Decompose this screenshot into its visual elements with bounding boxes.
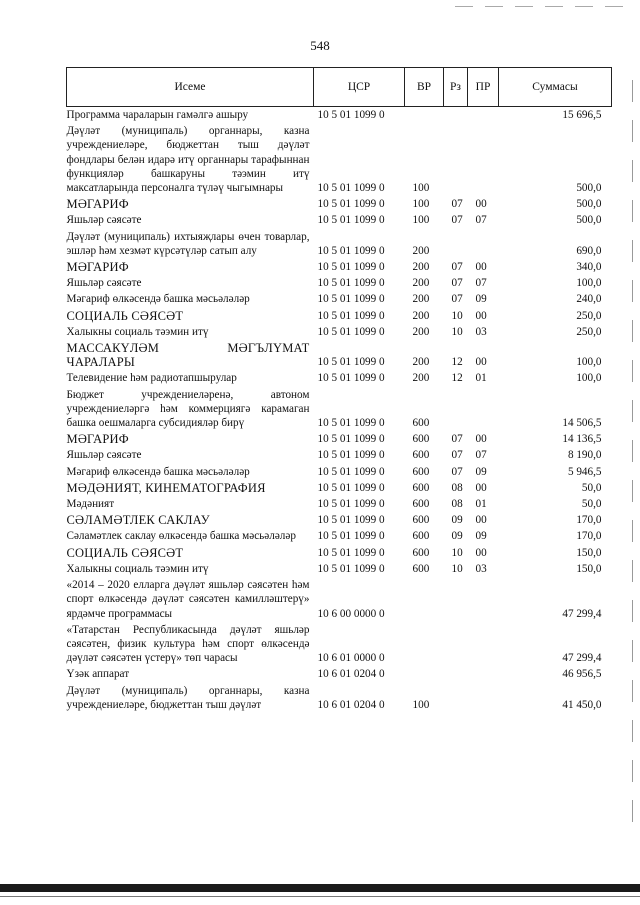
cell-csr: 10 6 01 0000 0 (317, 652, 385, 665)
cell-name: МӘГАРИФ (66, 432, 129, 447)
cell-csr: 10 5 01 1099 0 (317, 109, 385, 121)
cell-csr: 10 5 01 1099 0 (317, 562, 385, 575)
table-row (67, 196, 612, 212)
cell-name: Мәгариф өлкәсендә башка мәсьәләләр (66, 293, 250, 306)
cell-sum: 100,0 (576, 356, 602, 369)
table-row (67, 324, 612, 340)
table-row (67, 291, 612, 307)
cell-pr (468, 683, 499, 713)
cell-vr: 200 (412, 372, 430, 385)
cell-csr: 10 5 01 1099 0 (317, 293, 385, 306)
cell-rz (444, 123, 468, 196)
cell-vr: 200 (412, 325, 430, 338)
cell-pr: 00 (475, 481, 487, 494)
cell-rz (444, 622, 468, 667)
table-row (67, 387, 612, 432)
cell-csr: 10 5 01 1099 0 (317, 372, 385, 385)
scan-edge-right (632, 80, 633, 840)
cell-sum: 500,0 (576, 182, 602, 195)
cell-sum: 100,0 (576, 277, 602, 290)
cell-name: Халыкны социаль тәэмин итү (66, 325, 209, 338)
cell-name: Яшьләр сәясәте (66, 277, 142, 290)
cell-vr: 100 (412, 198, 430, 211)
cell-pr: 09 (475, 465, 487, 478)
cell-name: СОЦИАЛЬ СӘЯСӘТ (66, 308, 184, 323)
cell-csr: 10 5 01 1099 0 (317, 182, 385, 195)
header-rz: Рз (444, 68, 468, 107)
table-row (67, 447, 612, 463)
cell-sum: 690,0 (576, 244, 602, 257)
cell-sum: 41 450,0 (562, 698, 602, 711)
cell-sum: 170,0 (576, 514, 602, 527)
cell-rz: 07 (451, 214, 463, 227)
cell-csr: 10 5 01 1099 0 (317, 498, 385, 511)
cell-pr: 09 (475, 530, 487, 543)
cell-pr: 07 (475, 214, 487, 227)
cell-sum: 240,0 (576, 293, 602, 306)
cell-rz: 12 (451, 356, 463, 369)
table-row (67, 308, 612, 324)
header-sum: Суммасы (499, 68, 612, 107)
cell-csr: 10 5 01 1099 0 (317, 546, 385, 559)
cell-vr: 100 (412, 182, 430, 195)
table-row (67, 229, 612, 259)
cell-name: МАССАКҮЛӘМ МӘГЪЛҮМАТ ЧАРАЛАРЫ (66, 341, 310, 370)
cell-sum: 340,0 (576, 261, 602, 274)
cell-name: «2014 – 2020 елларга дәүләт яшьләр сәясәтен һәм спорт өлкәсендә дәүләт сәясәтен камилләштерү» ярдәмче программасы (66, 579, 310, 620)
cell-pr (468, 577, 499, 622)
cell-name: Мәдәният (66, 498, 115, 511)
scan-bottom-bar (0, 884, 640, 892)
cell-rz: 10 (451, 562, 463, 575)
cell-sum: 8 190,0 (567, 449, 602, 462)
cell-csr: 10 5 01 1099 0 (317, 465, 385, 478)
cell-name: Дәүләт (муниципаль) органнары, казна учреждениеләре, бюджеттан тыш дәүләт (66, 684, 310, 711)
cell-name: СОЦИАЛЬ СӘЯСӘТ (66, 545, 184, 560)
cell-rz: 10 (451, 325, 463, 338)
table-row (67, 431, 612, 447)
cell-rz: 10 (451, 546, 463, 559)
cell-vr: 200 (412, 293, 430, 306)
cell-pr (468, 666, 499, 682)
cell-rz: 08 (451, 498, 463, 511)
cell-pr: 07 (475, 449, 487, 462)
cell-csr: 10 6 01 0204 0 (317, 698, 385, 711)
cell-name: Телевидение һәм радиотапшырулар (66, 372, 237, 385)
cell-rz (444, 387, 468, 432)
cell-sum: 250,0 (576, 325, 602, 338)
cell-sum: 500,0 (576, 214, 602, 227)
cell-rz (444, 229, 468, 259)
cell-rz: 10 (451, 309, 463, 322)
cell-vr: 600 (412, 481, 430, 494)
cell-vr (405, 622, 444, 667)
cell-name: Халыкны социаль тәэмин итү (66, 562, 209, 575)
cell-vr: 600 (412, 449, 430, 462)
cell-name: «Татарстан Республикасында дәүләт яшьләр сәясәтен, физик культура һәм спорт өлкәсендә дәүләт сәясәтен үстерү» төп чарасы (66, 623, 310, 665)
cell-rz: 07 (451, 198, 463, 211)
cell-pr: 00 (475, 356, 487, 369)
cell-rz: 07 (451, 465, 463, 478)
cell-rz: 07 (451, 293, 463, 306)
cell-name: МӘГАРИФ (66, 197, 129, 212)
cell-sum: 170,0 (576, 530, 602, 543)
cell-vr: 600 (412, 514, 430, 527)
table-row (67, 464, 612, 480)
cell-vr: 200 (412, 277, 430, 290)
cell-sum: 14 506,5 (562, 417, 602, 430)
cell-rz: 07 (451, 277, 463, 290)
table-row (67, 528, 612, 544)
cell-vr: 100 (412, 698, 430, 711)
cell-sum: 150,0 (576, 546, 602, 559)
cell-sum: 47 299,4 (562, 607, 602, 620)
cell-rz: 08 (451, 481, 463, 494)
cell-pr: 00 (475, 546, 487, 559)
cell-vr: 200 (412, 356, 430, 369)
cell-sum: 50,0 (581, 481, 602, 494)
cell-pr: 03 (475, 562, 487, 575)
cell-sum: 500,0 (576, 198, 602, 211)
cell-name: Программа чараларын гамәлгә ашыру (66, 109, 249, 121)
cell-csr: 10 5 01 1099 0 (317, 261, 385, 274)
cell-sum: 150,0 (576, 562, 602, 575)
table-row (67, 561, 612, 577)
cell-csr: 10 5 01 1099 0 (317, 514, 385, 527)
cell-rz (444, 683, 468, 713)
cell-pr: 00 (475, 309, 487, 322)
cell-csr: 10 6 00 0000 0 (317, 607, 385, 620)
table-row (67, 683, 612, 713)
table-row (67, 123, 612, 196)
cell-vr: 200 (412, 309, 430, 322)
cell-csr: 10 6 01 0204 0 (317, 668, 385, 681)
cell-pr: 00 (475, 433, 487, 446)
cell-pr: 00 (475, 261, 487, 274)
table-header-row (67, 68, 612, 107)
cell-name: Үзәк аппарат (66, 668, 130, 681)
cell-rz (444, 107, 468, 124)
table-row (67, 259, 612, 275)
cell-csr: 10 5 01 1099 0 (317, 530, 385, 543)
cell-vr (405, 107, 444, 124)
cell-pr (468, 107, 499, 124)
header-vr: ВР (405, 68, 444, 107)
cell-sum: 5 946,5 (567, 465, 602, 478)
cell-pr: 01 (475, 498, 487, 511)
cell-name: Яшьләр сәясәте (66, 214, 142, 227)
cell-name: Дәүләт (муниципаль) органнары, казна учреждениеләре, бюджеттан тыш дәүләт фондлары белән идарә итү органнары тарафыннан функцияләр башкаруны тәэмин итү максатларында персоналга түләү чыгымнары (66, 125, 310, 195)
table-row (67, 340, 612, 370)
table-row (67, 480, 612, 496)
table-row (67, 212, 612, 228)
scan-edge-top (455, 6, 635, 7)
cell-vr: 200 (412, 261, 430, 274)
table-row (67, 275, 612, 291)
cell-rz (444, 577, 468, 622)
table-row (67, 666, 612, 682)
cell-vr: 600 (412, 530, 430, 543)
cell-vr: 600 (412, 546, 430, 559)
cell-pr (468, 387, 499, 432)
cell-pr: 00 (475, 514, 487, 527)
cell-vr: 600 (412, 433, 430, 446)
cell-vr: 100 (412, 214, 430, 227)
cell-vr (405, 577, 444, 622)
cell-rz: 07 (451, 449, 463, 462)
cell-rz (444, 666, 468, 682)
cell-sum: 15 696,5 (562, 109, 602, 121)
cell-csr: 10 5 01 1099 0 (317, 356, 385, 369)
cell-csr: 10 5 01 1099 0 (317, 309, 385, 322)
cell-csr: 10 5 01 1099 0 (317, 198, 385, 211)
cell-name: Сәламәтлек саклау өлкәсендә башка мәсьәләләр (66, 530, 296, 543)
table-row (67, 545, 612, 561)
cell-vr: 600 (412, 562, 430, 575)
cell-sum: 50,0 (581, 498, 602, 511)
cell-rz: 09 (451, 514, 463, 527)
cell-pr: 03 (475, 325, 487, 338)
cell-pr: 00 (475, 198, 487, 211)
cell-csr: 10 5 01 1099 0 (317, 244, 385, 257)
cell-csr: 10 5 01 1099 0 (317, 449, 385, 462)
cell-csr: 10 5 01 1099 0 (317, 214, 385, 227)
cell-vr: 600 (412, 417, 430, 430)
cell-vr (405, 666, 444, 682)
cell-vr: 200 (412, 244, 430, 257)
table-row (67, 496, 612, 512)
header-name: Исеме (67, 68, 314, 107)
cell-pr (468, 229, 499, 259)
cell-pr (468, 123, 499, 196)
table-row (67, 577, 612, 622)
cell-name: Бюджет учреждениеләренә, автоном учреждениеләргә һәм коммерциягә карамаган башка оешмаларга субсидияләр бирү (66, 388, 310, 430)
cell-name: Яшьләр сәясәте (66, 449, 142, 462)
cell-sum: 14 136,5 (562, 433, 602, 446)
table-row (67, 107, 612, 124)
cell-csr: 10 5 01 1099 0 (317, 277, 385, 290)
cell-csr: 10 5 01 1099 0 (317, 417, 385, 430)
header-csr: ЦСР (314, 68, 405, 107)
table-row (67, 622, 612, 667)
cell-name: Дәүләт (муниципаль) ихтыяҗлары өчен товарлар, эшләр һәм хезмәт күрсәтүләр сатып алу (66, 230, 310, 257)
cell-vr: 600 (412, 465, 430, 478)
cell-vr: 600 (412, 498, 430, 511)
cell-sum: 250,0 (576, 309, 602, 322)
cell-csr: 10 5 01 1099 0 (317, 325, 385, 338)
budget-table (66, 67, 612, 713)
cell-sum: 47 299,4 (562, 652, 602, 665)
cell-name: МӘГАРИФ (66, 260, 129, 275)
cell-pr: 07 (475, 277, 487, 290)
table-body (67, 107, 612, 713)
cell-pr (468, 622, 499, 667)
table-row (67, 370, 612, 386)
cell-csr: 10 5 01 1099 0 (317, 433, 385, 446)
cell-sum: 46 956,5 (562, 668, 602, 681)
cell-pr: 01 (475, 372, 487, 385)
page-number: 548 (310, 38, 330, 53)
cell-name: Мәгариф өлкәсендә башка мәсьәләләр (66, 465, 250, 478)
cell-name: СӘЛАМӘТЛЕК САКЛАУ (66, 513, 210, 528)
cell-pr: 09 (475, 293, 487, 306)
header-pr: ПР (468, 68, 499, 107)
cell-csr: 10 5 01 1099 0 (317, 481, 385, 494)
scan-edge-bottom (0, 896, 640, 897)
cell-rz: 07 (451, 433, 463, 446)
cell-rz: 07 (451, 261, 463, 274)
table-row (67, 512, 612, 528)
cell-sum: 100,0 (576, 372, 602, 385)
cell-rz: 09 (451, 530, 463, 543)
cell-rz: 12 (451, 372, 463, 385)
cell-name: МӘДӘНИЯТ, КИНЕМАТОГРАФИЯ (66, 480, 266, 495)
